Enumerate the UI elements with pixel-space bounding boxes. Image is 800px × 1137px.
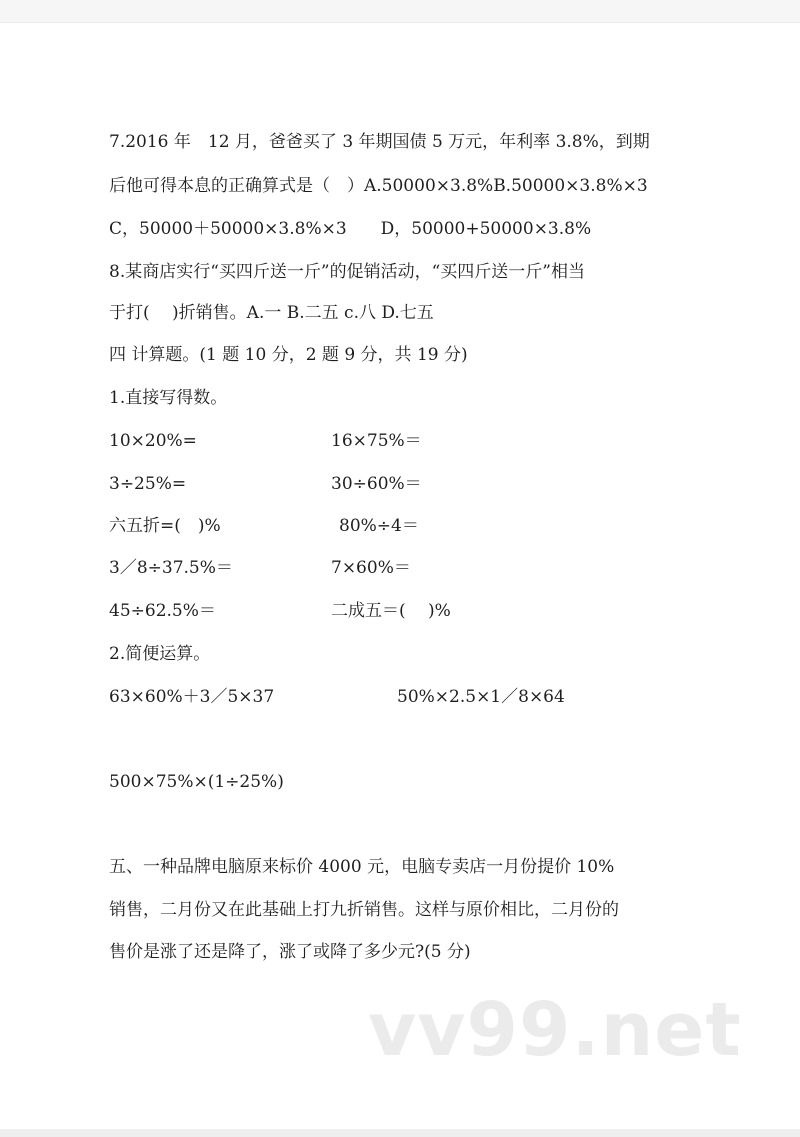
section-5-line-2: 销售，二月份又在此基础上打九折销售。这样与原价相比，二月份的	[109, 900, 619, 920]
section-4-heading: 四 计算题。(1 题 10 分，2 题 9 分，共 19 分)	[109, 345, 468, 365]
direct-item-1-right: 16×75%＝	[331, 431, 422, 451]
direct-answer-title: 1.直接写得数。	[109, 388, 228, 408]
section-5-line-3: 售价是涨了还是降了，涨了或降了多少元?(5 分)	[109, 942, 471, 962]
direct-item-4-right: 7×60%＝	[331, 558, 411, 578]
direct-item-5-left: 45÷62.5%＝	[109, 601, 216, 621]
q7-line-3: C，50000＋50000×3.8%×3 D，50000+50000×3.8%	[109, 219, 592, 239]
q7-line-2: 后他可得本息的正确算式是（ ）A.50000×3.8%B.50000×3.8%×3	[109, 176, 648, 196]
direct-item-5-right: 二成五＝( )%	[331, 601, 451, 621]
page-top-band	[0, 0, 800, 23]
simplify-title: 2.简便运算。	[109, 644, 211, 664]
direct-item-3-left: 六五折=( )%	[109, 516, 221, 536]
simplify-item-2: 50%×2.5×1／8×64	[397, 687, 565, 707]
page-bottom-edge	[0, 1129, 800, 1137]
direct-item-2-right: 30÷60%＝	[331, 474, 422, 494]
direct-item-3-right: 80%÷4＝	[339, 516, 419, 536]
q8-line-2: 于打( )折销售。A.一 B.二五 c.八 D.七五	[109, 303, 434, 323]
direct-item-1-left: 10×20%=	[109, 431, 197, 451]
simplify-item-1: 63×60%＋3／5×37	[109, 687, 275, 707]
simplify-item-3: 500×75%×(1÷25%)	[109, 772, 284, 792]
q7-line-1: 7.2016 年 12 月，爸爸买了 3 年期国债 5 万元，年利率 3.8%，到期	[109, 132, 650, 152]
site-watermark: vv99.net	[368, 987, 742, 1073]
direct-item-2-left: 3÷25%=	[109, 474, 187, 494]
q8-line-1: 8.某商店实行“买四斤送一斤”的促销活动，“买四斤送一斤”相当	[109, 262, 585, 282]
section-5-line-1: 五、一种品牌电脑原来标价 4000 元，电脑专卖店一月份提价 10%	[109, 857, 615, 877]
direct-item-4-left: 3／8÷37.5%＝	[109, 558, 233, 578]
